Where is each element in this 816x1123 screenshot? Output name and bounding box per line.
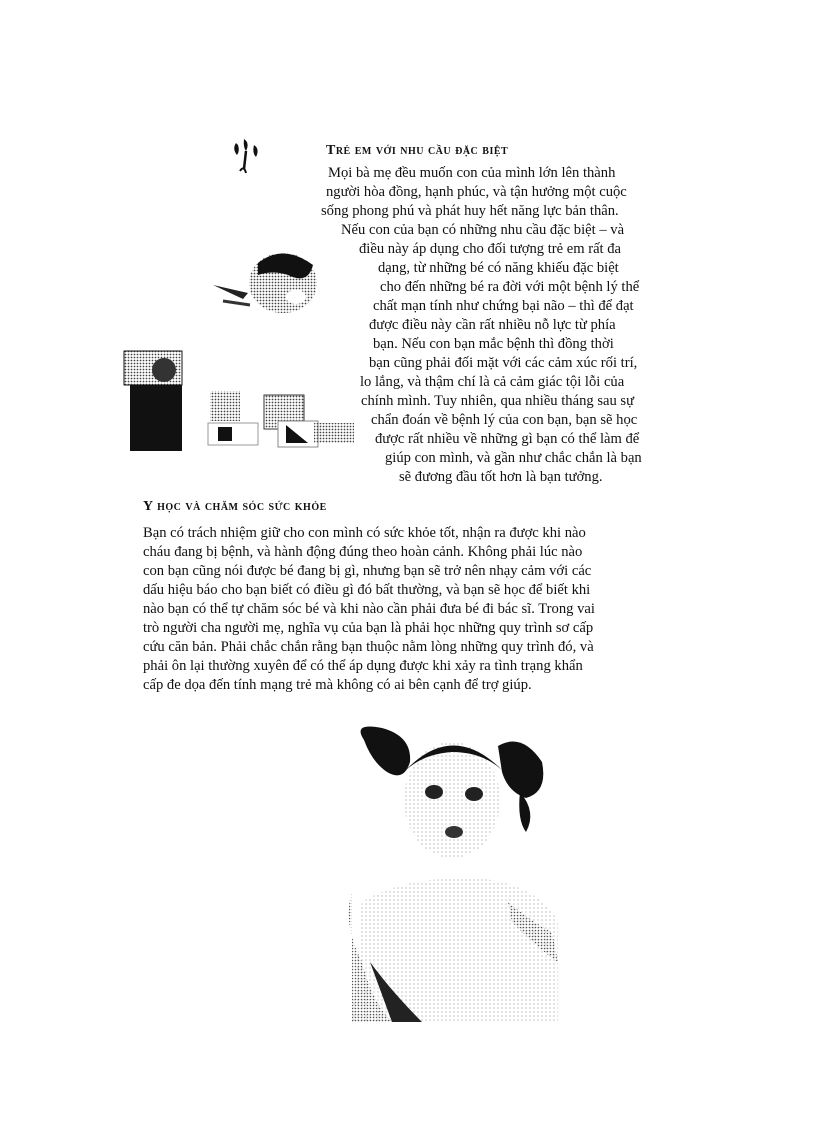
body-text-line: lo lắng, và thậm chí là cả cảm giác tội lỗi của (360, 374, 625, 390)
body-text-line: nào bạn có thể tự chăm sóc bé và khi nào cần phải đưa bé đi bác sĩ. Trong vai (143, 601, 595, 617)
body-text-line: được điều này cần rất nhiều nỗ lực từ phía (369, 317, 616, 333)
body-text-line: chính mình. Tuy nhiên, qua nhiều tháng sau sự (361, 393, 635, 409)
section-heading-special-needs: Trẻ em với nhu cầu đặc biệt (326, 143, 509, 158)
body-text-line: trò người cha người mẹ, nghĩa vụ của bạn là phải học những quy trình sơ cấp (143, 620, 594, 636)
body-text-line: Mọi bà mẹ đều muốn con của mình lớn lên thành (328, 165, 616, 181)
body-text-line: bạn cũng phải đối mặt với các cảm xúc rối trí, (369, 355, 638, 371)
child-blocks-photo (118, 245, 358, 455)
body-text-line: sẽ đương đầu tốt hơn là bạn tưởng. (399, 469, 603, 485)
body-text-line: cấp đe dọa đến tính mạng trẻ mà không có ai bên cạnh để trợ giúp. (143, 677, 532, 693)
body-text-line: được rất nhiều về những gì bạn có thể làm để (375, 431, 640, 447)
body-text-line: người hòa đồng, hạnh phúc, và tận hưởng một cuộc (326, 184, 627, 200)
body-text-line: chất mạn tính như chứng bại não – thì để đạt (373, 298, 634, 314)
body-text-line: điều này áp dụng cho đối tượng trẻ em rất đa (359, 241, 622, 257)
section-heading-medicine-health: Y học và chăm sóc sức khỏe (143, 499, 327, 514)
body-text-line: bạn. Nếu con bạn mắc bệnh thì đồng thời (373, 336, 614, 352)
body-text-line: cứu căn bản. Phải chắc chắn rằng bạn thuộc nằm lòng những quy trình đó, và (143, 639, 594, 655)
body-text-line: giúp con mình, và gần như chắc chắn là bạn (385, 450, 642, 466)
body-text-line: dấu hiệu báo cho bạn biết có điều gì đó bất thường, và bạn sẽ học để biết khi (143, 582, 591, 598)
body-text-line: cho đến những bé ra đời với một bệnh lý thể (380, 279, 640, 295)
body-text-line: con bạn cũng nói được bé đang bị gì, nhưng bạn sẽ trở nên nhạy cảm với các (143, 563, 592, 579)
body-text-line: Nếu con của bạn có những nhu cầu đặc biệt – và (341, 222, 625, 238)
girl-pigtails-photo (312, 722, 574, 1022)
flourish-icon (228, 135, 264, 183)
body-text-line: sống phong phú và phát huy hết năng lực bản thân. (321, 203, 619, 219)
body-text-line: Bạn có trách nhiệm giữ cho con mình có sức khỏe tốt, nhận ra được khi nào (143, 525, 586, 541)
body-text-line: dạng, từ những bé có năng khiếu đặc biệt (378, 260, 619, 276)
body-text-line: chẩn đoán về bệnh lý của con bạn, bạn sẽ học (371, 412, 638, 428)
body-text-line: cháu đang bị bệnh, và hành động đúng theo hoàn cảnh. Không phải lúc nào (143, 544, 583, 560)
body-text-line: phải ôn lại thường xuyên để có thể áp dụng được khi xảy ra tình trạng khẩn (143, 658, 583, 674)
